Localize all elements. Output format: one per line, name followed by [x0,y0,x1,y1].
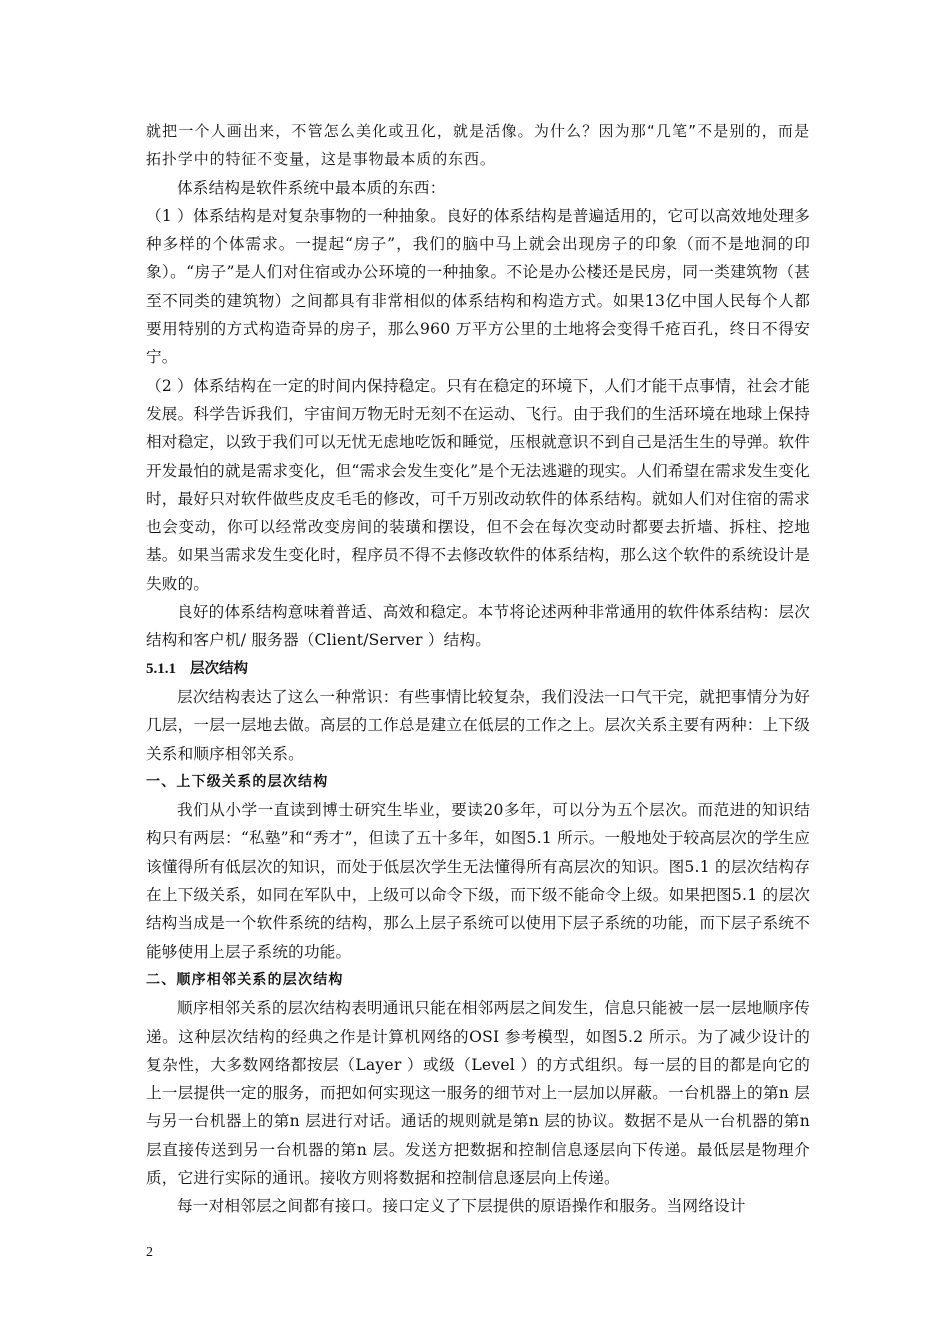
paragraph-osi-model: 顺序相邻关系的层次结构表明通讯只能在相邻两层之间发生，信息只能被一层一层地顺序传递。这种层次结构的经典之作是计算机网络的OSI 参考模型，如图5.2 所示。为了减少设计的复杂性，大多数网络都按层（Layer ）或级（Level ）的方式组织。每一层的目的都是向它的上一层提供一定的服务，而把如何实现这一服务的细节对上一层加以屏蔽。一台机器上的第n 层与另一台机器上的第n 层进行对话。通话的规则就是第n 层的协议。数据不是从一台机器的第n 层直接传送到另一台机器的第n 层。发送方把数据和控制信息逐层向下传递。最低层是物理介质，它进行实际的通讯。接收方则将数据和控制信息逐层向上传递。 [146,999,810,1187]
paragraph-section-intro: 良好的体系结构意味着普适、高效和稳定。本节将论述两种非常通用的软件体系结构：层次结构和客户机/ 服务器（Client/Server ）结构。 [146,603,810,650]
section-heading [146,655,810,683]
paragraph-interfaces: 每一对相邻层之间都有接口。接口定义了下层提供的原语操作和服务。当网络设计 [177,1197,746,1216]
paragraph-point-1-abstraction: （1 ）体系结构是对复杂事物的一种抽象。良好的体系结构是普遍适用的，它可以高效地处理多种多样的个体需求。一提起“房子”，我们的脑中马上就会出现房子的印象（而不是地洞的印象）。“房子”是人们对住宿或办公环境的一种抽象。不论是办公楼还是民房，同一类建筑物（甚至不同类的建筑物）之间都具有非常相似的体系结构和构造方式。如果13亿中国人民每个人都要用特别的方式构造奇异的房子，那么960 万平方公里的土地将会变得千疮百孔，终日不得安宁。 [146,206,810,367]
document-page [146,117,810,1221]
page-number: 2 [146,1245,153,1260]
paragraph-point-2-stability: （2 ）体系结构在一定的时间内保持稳定。只有在稳定的环境下，人们才能干点事情，社会才能发展。科学告诉我们，宇宙间万物无时无刻不在运动、飞行。由于我们的生活环境在地球上保持相对稳定，以致于我们可以无忧无虑地吃饭和睡觉，压根就意识不到自己是活生生的导弹。软件开发最怕的就是需求变化，但“需求会发生变化”是个无法逃避的现实。人们希望在需求发生变化时，最好只对软件做些皮皮毛毛的修改，可千万别改动软件的体系结构。就如人们对住宿的需求也会变动，你可以经常改变房间的装璜和摆设，但不会在每次变动时都要去折墙、拆柱、挖地基。如果当需求发生变化时，程序员不得不去修改软件的体系结构，那么这个软件的系统设计是失败的。 [146,376,810,593]
paragraph-hierarchical-example: 我们从小学一直读到博士研究生毕业，要读20多年，可以分为五个层次。而范进的知识结构只有两层：“私塾”和“秀才”，但读了五十多年，如图5.1 所示。一般地处于较高层次的学生应该懂得所有低层次的知识，而处于低层次学生无法懂得所有高层次的知识。图5.1 的层次结构存在上下级关系，如同在军队中，上级可以命令下级，而下级不能命令上级。如果把图5.1 的层次结构当成是一个软件系统的结构，那么上层子系统可以使用下层子系统的功能，而下层子系统不能够使用上层子系统的功能。 [146,801,810,961]
paragraph-architecture-essence: 体系结构是软件系统中最本质的东西： [177,178,446,197]
subheading-hierarchical: 一、上下级关系的层次结构 [146,773,329,790]
paragraph-layered-intro: 层次结构表达了这么一种常识：有些事情比较复杂，我们没法一口气干完，就把事情分为好几层，一层一层地去做。高层的工作总是建立在低层的工作之上。层次关系主要有两种：上下级关系和顺序相邻关系。 [146,687,810,763]
section-title: 层次结构 [190,660,248,677]
paragraph-topology-continuation: 就把一个人画出来，不管怎么美化或丑化，就是活像。为什么？因为那“几笔”不是别的，而是拓扑学中的特征不变量，这是事物最本质的东西。 [146,122,810,169]
subheading-sequential: 二、顺序相邻关系的层次结构 [146,971,344,988]
section-number: 5.1.1 [146,660,176,677]
